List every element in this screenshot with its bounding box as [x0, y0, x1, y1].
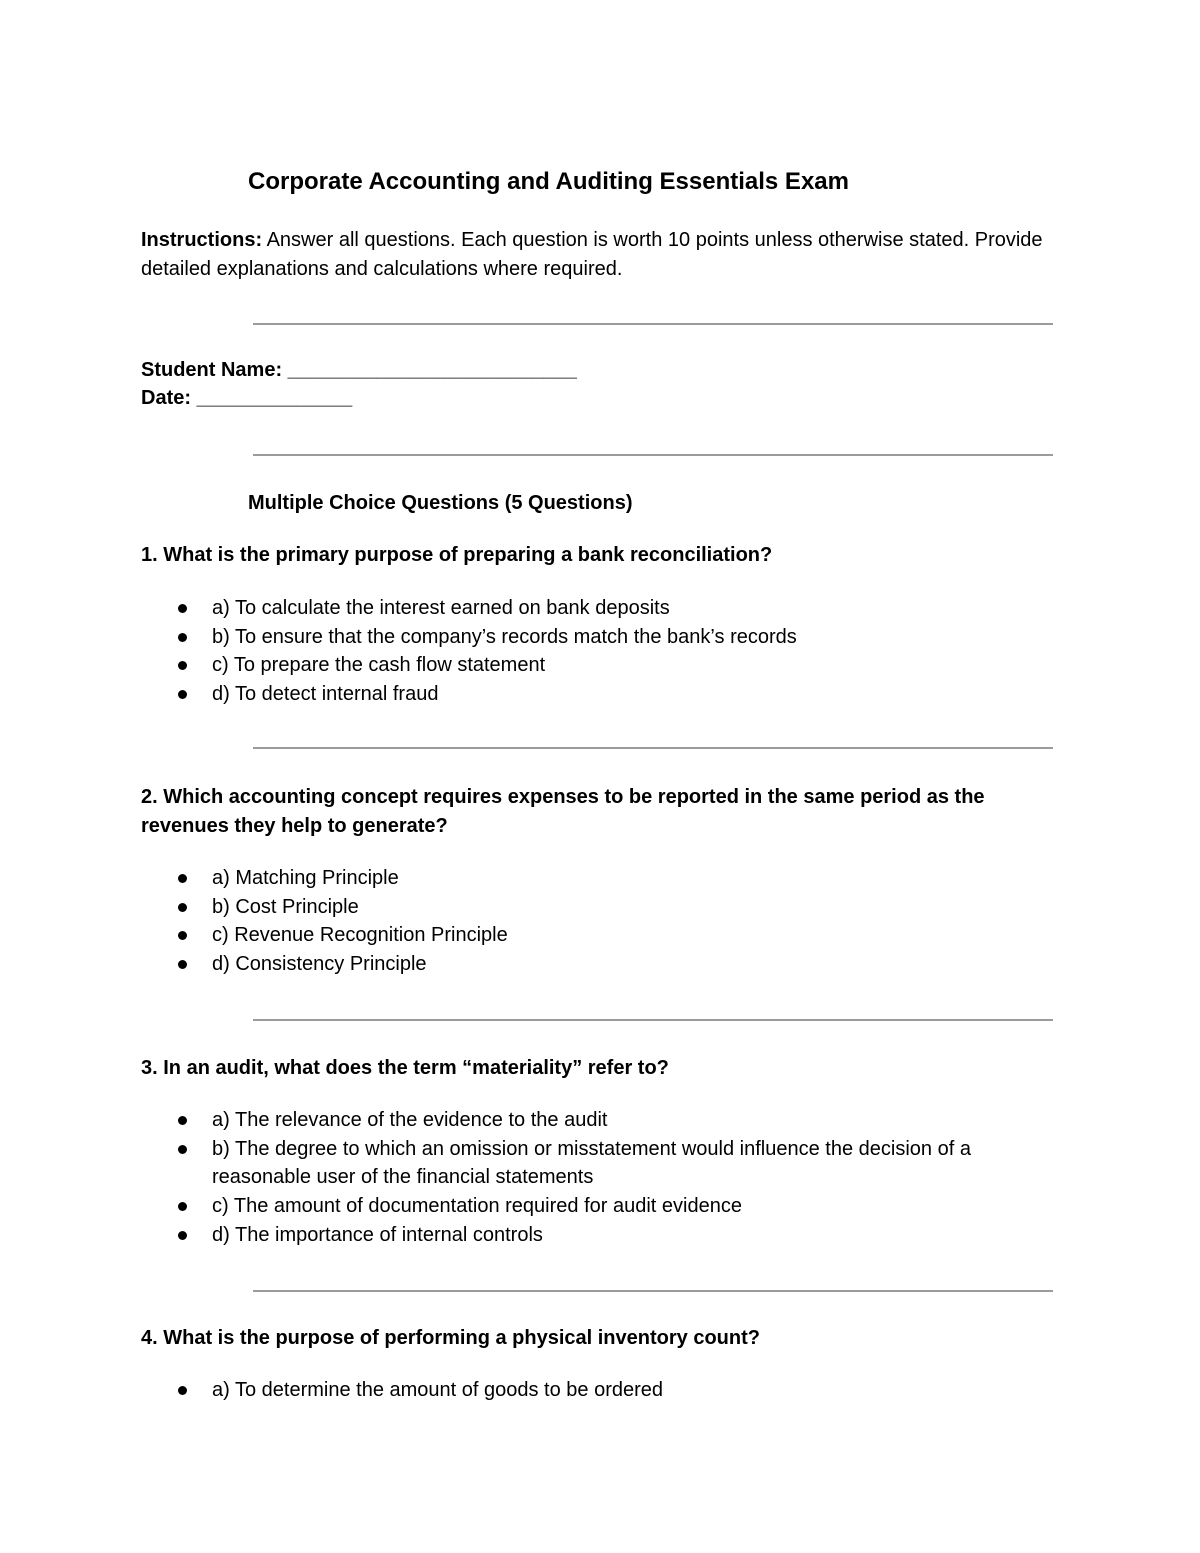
question-4-options [0, 1376, 1042, 1405]
option-item [0, 864, 1042, 893]
option-label: c) The amount of documentation required for audit evidence [212, 1195, 742, 1218]
question-1-options [0, 594, 1042, 709]
option-item [0, 950, 1042, 979]
instructions-text: Answer all questions. Each question is worth 10 points unless otherwise stated. Provide detailed explanations and calculations where required. [141, 229, 1043, 280]
question-3: 3. In an audit, what does the term “materiality” refer to? [141, 1057, 669, 1079]
date-field: Date: ______________ [141, 387, 353, 409]
option-label: d) To detect internal fraud [212, 683, 439, 706]
option-label: b) The degree to which an omission or misstatement would influence the decision of a reasonable user of the financial statements [212, 1137, 971, 1189]
bullet-icon [178, 1202, 187, 1211]
horizontal-rule [253, 1290, 1053, 1292]
student-name-field: Student Name: __________________________ [141, 359, 577, 381]
instructions-label: Instructions: [141, 229, 263, 251]
question-2-options [0, 864, 1042, 979]
option-label: a) Matching Principle [212, 867, 399, 889]
option-label: b) Cost Principle [212, 895, 359, 918]
instructions [141, 226, 1071, 284]
option-label: c) Revenue Recognition Principle [212, 924, 508, 947]
option-item [0, 651, 1042, 680]
question-4: 4. What is the purpose of performing a physical inventory count? [141, 1327, 760, 1349]
question-3-options [0, 1106, 1042, 1250]
bullet-icon [178, 1145, 187, 1154]
option-label: a) The relevance of the evidence to the audit [212, 1109, 608, 1131]
option-item [0, 1106, 1042, 1135]
bullet-icon [178, 690, 187, 699]
question-2: 2. Which accounting concept requires expenses to be reported in the same period as the revenues they help to generate? [141, 786, 985, 837]
option-item [0, 921, 1042, 950]
bullet-icon [178, 604, 187, 613]
option-item [0, 1192, 1042, 1221]
bullet-icon [178, 633, 187, 642]
bullet-icon [178, 1231, 187, 1240]
option-label: b) To ensure that the company’s records match the bank’s records [212, 625, 797, 648]
horizontal-rule [253, 454, 1053, 456]
question-1: 1. What is the primary purpose of preparing a bank reconciliation? [141, 544, 773, 566]
bullet-icon [178, 1386, 187, 1395]
section-heading: Multiple Choice Questions (5 Questions) [248, 492, 633, 514]
bullet-icon [178, 661, 187, 670]
horizontal-rule [253, 1019, 1053, 1021]
option-label: a) To calculate the interest earned on bank deposits [212, 597, 670, 619]
bullet-icon [178, 874, 187, 883]
exam-title: Corporate Accounting and Auditing Essentials Exam [248, 168, 849, 195]
option-item [0, 623, 1042, 652]
option-label: d) Consistency Principle [212, 953, 427, 976]
option-label: d) The importance of internal controls [212, 1223, 543, 1246]
bullet-icon [178, 903, 187, 912]
horizontal-rule [253, 747, 1053, 749]
horizontal-rule [253, 323, 1053, 325]
bullet-icon [178, 931, 187, 940]
option-item [0, 1376, 1042, 1405]
option-item [0, 594, 1042, 623]
bullet-icon [178, 960, 187, 969]
option-item [0, 680, 1042, 709]
option-item [0, 1221, 1042, 1250]
option-label: c) To prepare the cash flow statement [212, 654, 546, 677]
option-label: a) To determine the amount of goods to be ordered [212, 1379, 664, 1401]
option-item [0, 893, 1042, 922]
bullet-icon [178, 1116, 187, 1125]
option-item [0, 1135, 1042, 1192]
